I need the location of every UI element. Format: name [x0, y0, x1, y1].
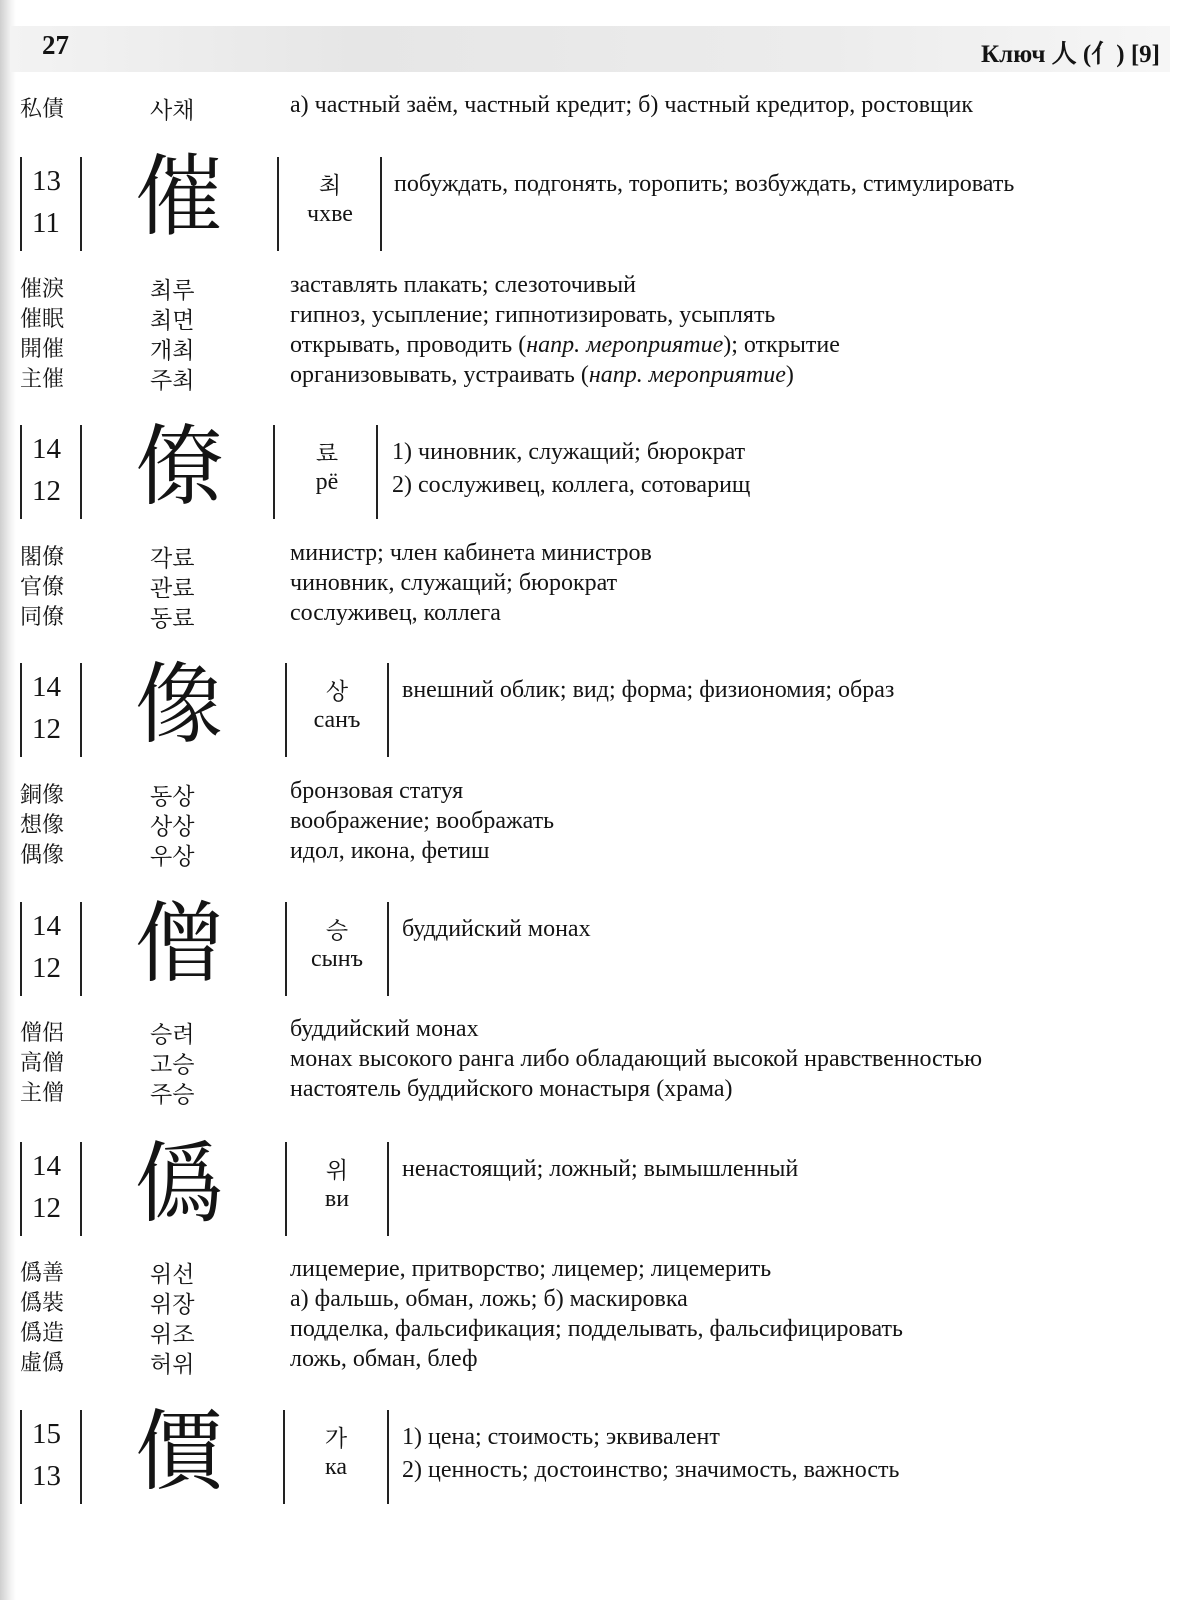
compound-hanja: 催淚	[20, 277, 65, 302]
reading-hangul: 상	[325, 679, 349, 704]
stroke-bar-right	[80, 425, 82, 519]
reading-bar-right	[376, 425, 378, 519]
total-strokes: 15	[32, 1418, 61, 1450]
reading-bar-left	[273, 425, 275, 519]
reading-russian: чхве	[307, 201, 353, 227]
compound-hanja: 僧侶	[20, 1021, 65, 1046]
compound-meaning: заставлять плакать; слезоточивый	[290, 272, 636, 298]
compound-hanja: 主僧	[20, 1081, 65, 1106]
reading-bar-right	[387, 902, 389, 996]
reading-bar-right	[387, 1142, 389, 1236]
compound-hangul: 상상	[150, 814, 195, 840]
compound-meaning	[290, 362, 794, 389]
compound-meaning: сослуживец, коллега	[290, 600, 501, 626]
compound-hanja: 同僚	[20, 605, 65, 630]
compound-hanja: 催眠	[20, 307, 65, 332]
meaning-italic-note: напр. мероприятие	[588, 362, 786, 388]
stroke-bar-left	[20, 663, 22, 757]
reading-russian: рё	[315, 469, 339, 495]
compound-hanja: 銅像	[20, 783, 65, 808]
reading-russian: санъ	[313, 707, 361, 733]
reading-hangul: 최	[318, 173, 342, 198]
stroke-bar-left	[20, 157, 22, 251]
compound-hangul: 위장	[150, 1292, 195, 1318]
meaning-italic-note: напр. мероприятие	[526, 332, 724, 358]
compound-meaning: настоятель буддийского монастыря (храма)	[290, 1076, 733, 1102]
reading-bar-left	[277, 157, 279, 251]
meaning-text: ); открытие	[723, 332, 840, 358]
reading-russian: сынъ	[310, 946, 364, 972]
compound-hangul: 우상	[150, 844, 195, 870]
compound-hangul: 위선	[150, 1262, 195, 1288]
total-strokes: 13	[32, 165, 61, 197]
headword-character: 價	[135, 1400, 224, 1503]
compound-hangul: 주최	[150, 368, 195, 394]
reading-bar-left	[285, 902, 287, 996]
compound-meaning	[290, 332, 840, 359]
stroke-bar-right	[80, 157, 82, 251]
meaning-line: буддийский монах	[402, 916, 591, 942]
extra-strokes: 12	[32, 952, 61, 984]
reading-hangul: 료	[315, 441, 339, 466]
compound-hangul: 허위	[150, 1352, 195, 1378]
character-entry	[0, 653, 1182, 773]
compound-hanja: 僞善	[20, 1261, 65, 1286]
compound-hangul: 사채	[150, 98, 195, 124]
total-strokes: 14	[32, 910, 61, 942]
meaning-line: 1) цена; стоимость; эквивалент	[402, 1424, 720, 1450]
character-entry	[0, 1132, 1182, 1252]
meaning-text: )	[785, 362, 794, 388]
stroke-bar-left	[20, 1142, 22, 1236]
total-strokes: 14	[32, 671, 61, 703]
compound-meaning: а) фальшь, обман, ложь; б) маскировка	[290, 1286, 688, 1312]
compound-meaning: ложь, обман, блеф	[290, 1346, 478, 1372]
character-entry	[0, 415, 1182, 535]
compound-hanja: 高僧	[20, 1051, 65, 1076]
reading-russian: ка	[325, 1454, 347, 1480]
meaning-line: 1) чиновник, служащий; бюрократ	[392, 439, 746, 465]
compound-hanja: 開催	[20, 337, 65, 362]
compound-hanja: 閣僚	[20, 545, 65, 570]
stroke-bar-right	[80, 1410, 82, 1504]
compound-meaning: идол, икона, фетиш	[290, 838, 490, 864]
compound-hangul: 주승	[150, 1082, 195, 1108]
compound-meaning: министр; член кабинета министров	[290, 540, 652, 566]
extra-strokes: 12	[32, 713, 61, 745]
compound-meaning: монах высокого ранга либо обладающий высокой нравственностью	[290, 1046, 983, 1072]
compound-hanja: 私債	[20, 97, 65, 122]
meaning-text: открывать, проводить (	[290, 332, 527, 358]
meaning-text: организовывать, устраивать (	[290, 362, 589, 388]
compound-hangul: 동상	[150, 784, 195, 810]
meaning-line: побуждать, подгонять, торопить; возбуждать, стимулировать	[394, 171, 1015, 197]
compound-meaning: а) частный заём, частный кредит; б) частный кредитор, ростовщик	[290, 92, 974, 118]
headword-character: 僞	[135, 1132, 224, 1235]
reading-hangul: 위	[325, 1158, 349, 1183]
total-strokes: 14	[32, 433, 61, 465]
extra-strokes: 12	[32, 475, 61, 507]
stroke-bar-left	[20, 1410, 22, 1504]
compound-hangul: 승려	[150, 1022, 195, 1048]
compound-hanja: 虛僞	[20, 1351, 65, 1376]
reading-bar-left	[285, 663, 287, 757]
headword-character: 像	[135, 653, 224, 756]
headword-character: 催	[135, 145, 224, 248]
compound-hangul: 동료	[150, 606, 195, 632]
compound-hanja: 想像	[20, 813, 65, 838]
compound-hangul: 최루	[150, 278, 195, 304]
compound-meaning: воображение; воображать	[290, 808, 555, 834]
compound-hangul: 최면	[150, 308, 195, 334]
extra-strokes: 11	[32, 207, 60, 239]
compound-hanja: 僞造	[20, 1321, 65, 1346]
reading-bar-left	[283, 1410, 285, 1504]
compound-hanja: 主催	[20, 367, 65, 392]
extra-strokes: 12	[32, 1192, 61, 1224]
compound-meaning: чиновник, служащий; бюрократ	[290, 570, 618, 596]
reading-bar-right	[380, 157, 382, 251]
meaning-line: ненастоящий; ложный; вымышленный	[402, 1156, 799, 1182]
extra-strokes: 13	[32, 1460, 61, 1492]
page-number: 27	[42, 30, 69, 60]
reading-russian: ви	[324, 1186, 350, 1212]
compound-hanja: 僞裝	[20, 1291, 65, 1316]
compound-hanja: 偶像	[20, 843, 65, 868]
compound-hanja: 官僚	[20, 575, 65, 600]
radical-key-header: Ключ 人 (亻) [9]	[981, 41, 1160, 68]
stroke-bar-right	[80, 1142, 82, 1236]
character-entry	[0, 892, 1182, 1012]
stroke-bar-left	[20, 902, 22, 996]
reading-bar-right	[387, 1410, 389, 1504]
stroke-bar-left	[20, 425, 22, 519]
meaning-line: внешний облик; вид; форма; физиономия; образ	[402, 677, 895, 703]
reading-hangul: 승	[325, 918, 349, 943]
compound-meaning: гипноз, усыпление; гипнотизировать, усыплять	[290, 302, 776, 328]
headword-character: 僚	[135, 415, 224, 518]
character-entry	[0, 145, 1182, 265]
reading-bar-right	[387, 663, 389, 757]
compound-hangul: 개최	[150, 338, 195, 364]
compound-hangul: 고승	[150, 1052, 195, 1078]
compound-meaning: бронзовая статуя	[290, 778, 464, 804]
reading-hangul: 가	[324, 1426, 348, 1451]
compound-hangul: 위조	[150, 1322, 195, 1348]
compound-meaning: лицемерие, притворство; лицемер; лицемерить	[290, 1256, 772, 1282]
compound-meaning: подделка, фальсификация; подделывать, фальсифицировать	[290, 1316, 903, 1342]
compound-meaning: буддийский монах	[290, 1016, 479, 1042]
meaning-line: 2) ценность; достоинство; значимость, важность	[402, 1457, 900, 1483]
compound-hangul: 각료	[150, 546, 195, 572]
character-entry	[0, 1400, 1182, 1520]
headword-character: 僧	[135, 892, 224, 995]
meaning-line: 2) сослуживец, коллега, сотоварищ	[392, 472, 751, 498]
stroke-bar-right	[80, 663, 82, 757]
compound-hangul: 관료	[150, 576, 195, 602]
stroke-bar-right	[80, 902, 82, 996]
total-strokes: 14	[32, 1150, 61, 1182]
reading-bar-left	[285, 1142, 287, 1236]
